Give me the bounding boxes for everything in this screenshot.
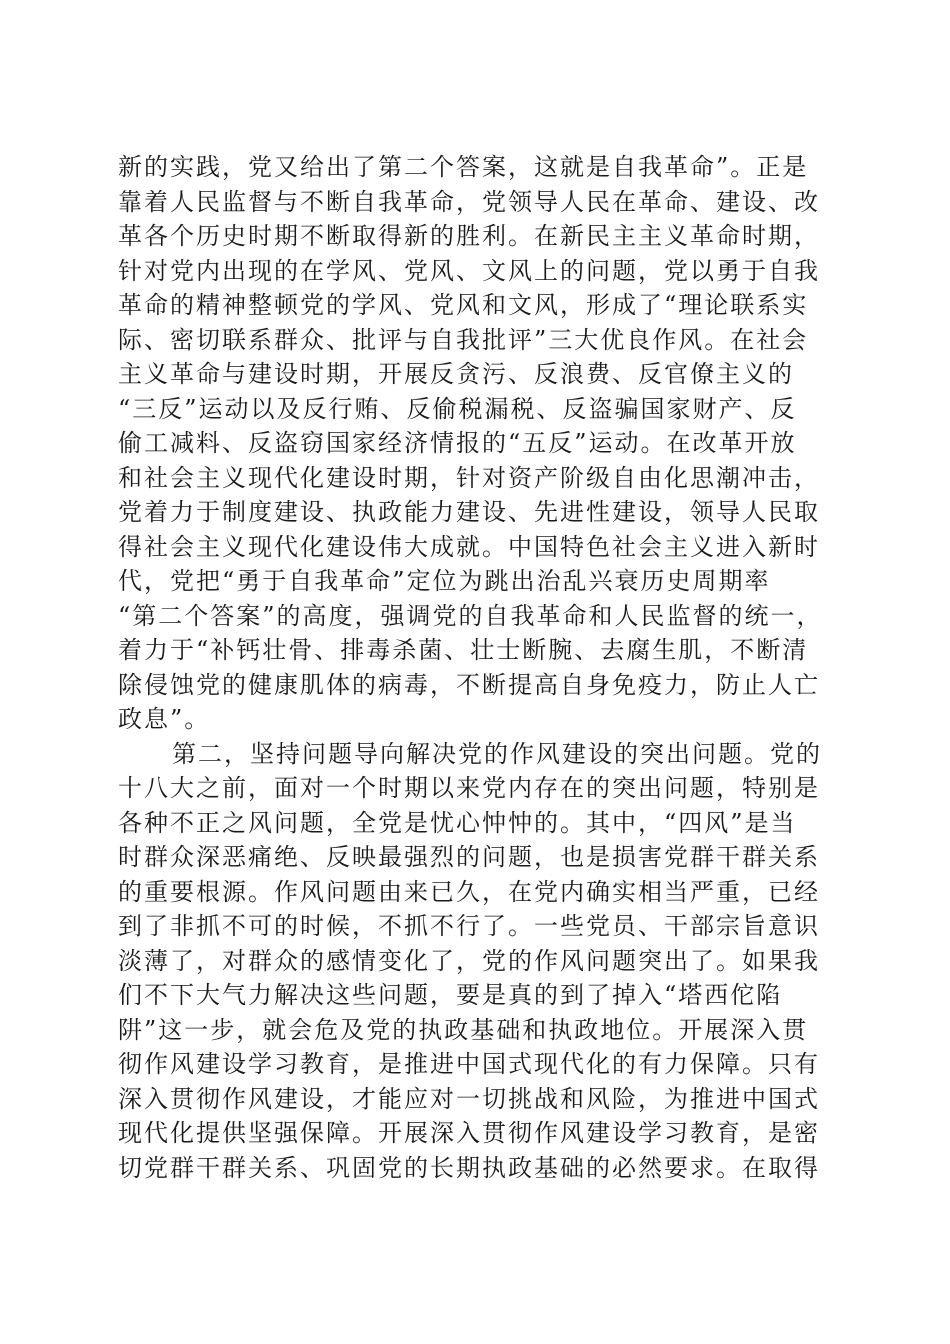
- text-line: 除侵蚀党的健康肌体的病毒，不断提高自身免疫力，防止人亡: [118, 670, 820, 699]
- text-line: “三反”运动以及反行贿、反偷税漏税、反盗骗国家财产、反: [118, 394, 797, 423]
- text-line: 着力于“补钙壮骨、排毒杀菌、壮士断腕、去腐生肌，不断清: [118, 636, 809, 664]
- text-line: 彻作风建设学习教育，是推进中国式现代化的有力保障。只有: [118, 1050, 820, 1078]
- text-line: 偷工减料、反盗窃国家经济情报的“五反”运动。在改革开放: [118, 429, 797, 457]
- text-line: 深入贯彻作风建设，才能应对一切挑战和风险，为推进中国式: [118, 1084, 820, 1113]
- text-line: 革命的精神整顿党的学风、党风和文风，形成了“理论联系实: [118, 291, 809, 319]
- text-line: 代，党把“勇于自我革命”定位为跳出治乱兴衰历史周期率: [118, 567, 771, 595]
- text-line: 新的实践，党又给出了第二个答案，这就是自我革命”。正是: [118, 153, 809, 181]
- text-line: 各种不正之风问题，全党是忧心忡忡的。其中，“四风”是当: [118, 808, 797, 837]
- text-line: 党着力于制度建设、执政能力建设、先进性建设，领导人民取: [118, 498, 820, 526]
- paragraph-1: [118, 150, 830, 737]
- text-line: 得社会主义现代化建设伟大成就。中国特色社会主义进入新时: [118, 532, 820, 561]
- text-line: 主义革命与建设时期，开展反贪污、反浪费、反官僚主义的: [118, 360, 794, 388]
- text-line: 淡薄了，对群众的感情变化了，党的作风问题突出了。如果我: [118, 946, 820, 975]
- text-line: 和社会主义现代化建设时期，针对资产阶级自由化思潮冲击，: [118, 463, 820, 492]
- text-line: 革各个历史时期不断取得新的胜利。在新民主主义革命时期，: [118, 222, 820, 250]
- text-line: 针对党内出现的在学风、党风、文风上的问题，党以勇于自我: [118, 256, 820, 285]
- document-body: [118, 150, 830, 1185]
- text-line: 际、密切联系群众、批评与自我批评”三大优良作风。在社会: [118, 325, 809, 354]
- text-line: 切党群干群关系、巩固党的长期执政基础的必然要求。在取得: [118, 1153, 820, 1182]
- text-line: 时群众深恶痛绝、反映最强烈的问题，也是损害党群干群关系: [118, 843, 820, 871]
- text-line-indented: 第二，坚持问题导向解决党的作风建设的突出问题。党的: [172, 739, 822, 768]
- text-line: 阱”这一步，就会危及党的执政基础和执政地位。开展深入贯: [118, 1015, 809, 1044]
- text-line: 十八大之前，面对一个时期以来党内存在的突出问题，特别是: [118, 774, 820, 802]
- text-line: 现代化提供坚强保障。开展深入贯彻作风建设学习教育，是密: [118, 1119, 820, 1147]
- text-line: 靠着人民监督与不断自我革命，党领导人民在革命、建设、改: [118, 187, 820, 216]
- text-line: 的重要根源。作风问题由来已久，在党内确实相当严重，已经: [118, 877, 820, 906]
- text-line: 到了非抓不可的时候，不抓不行了。一些党员、干部宗旨意识: [118, 912, 820, 940]
- text-line: 政息”。: [118, 705, 211, 733]
- text-line: “第二个答案”的高度，强调党的自我革命和人民监督的统一，: [118, 601, 823, 630]
- paragraph-2: [118, 737, 830, 1186]
- text-line: 们不下大气力解决这些问题，要是真的到了掉入“塔西佗陷: [118, 981, 783, 1009]
